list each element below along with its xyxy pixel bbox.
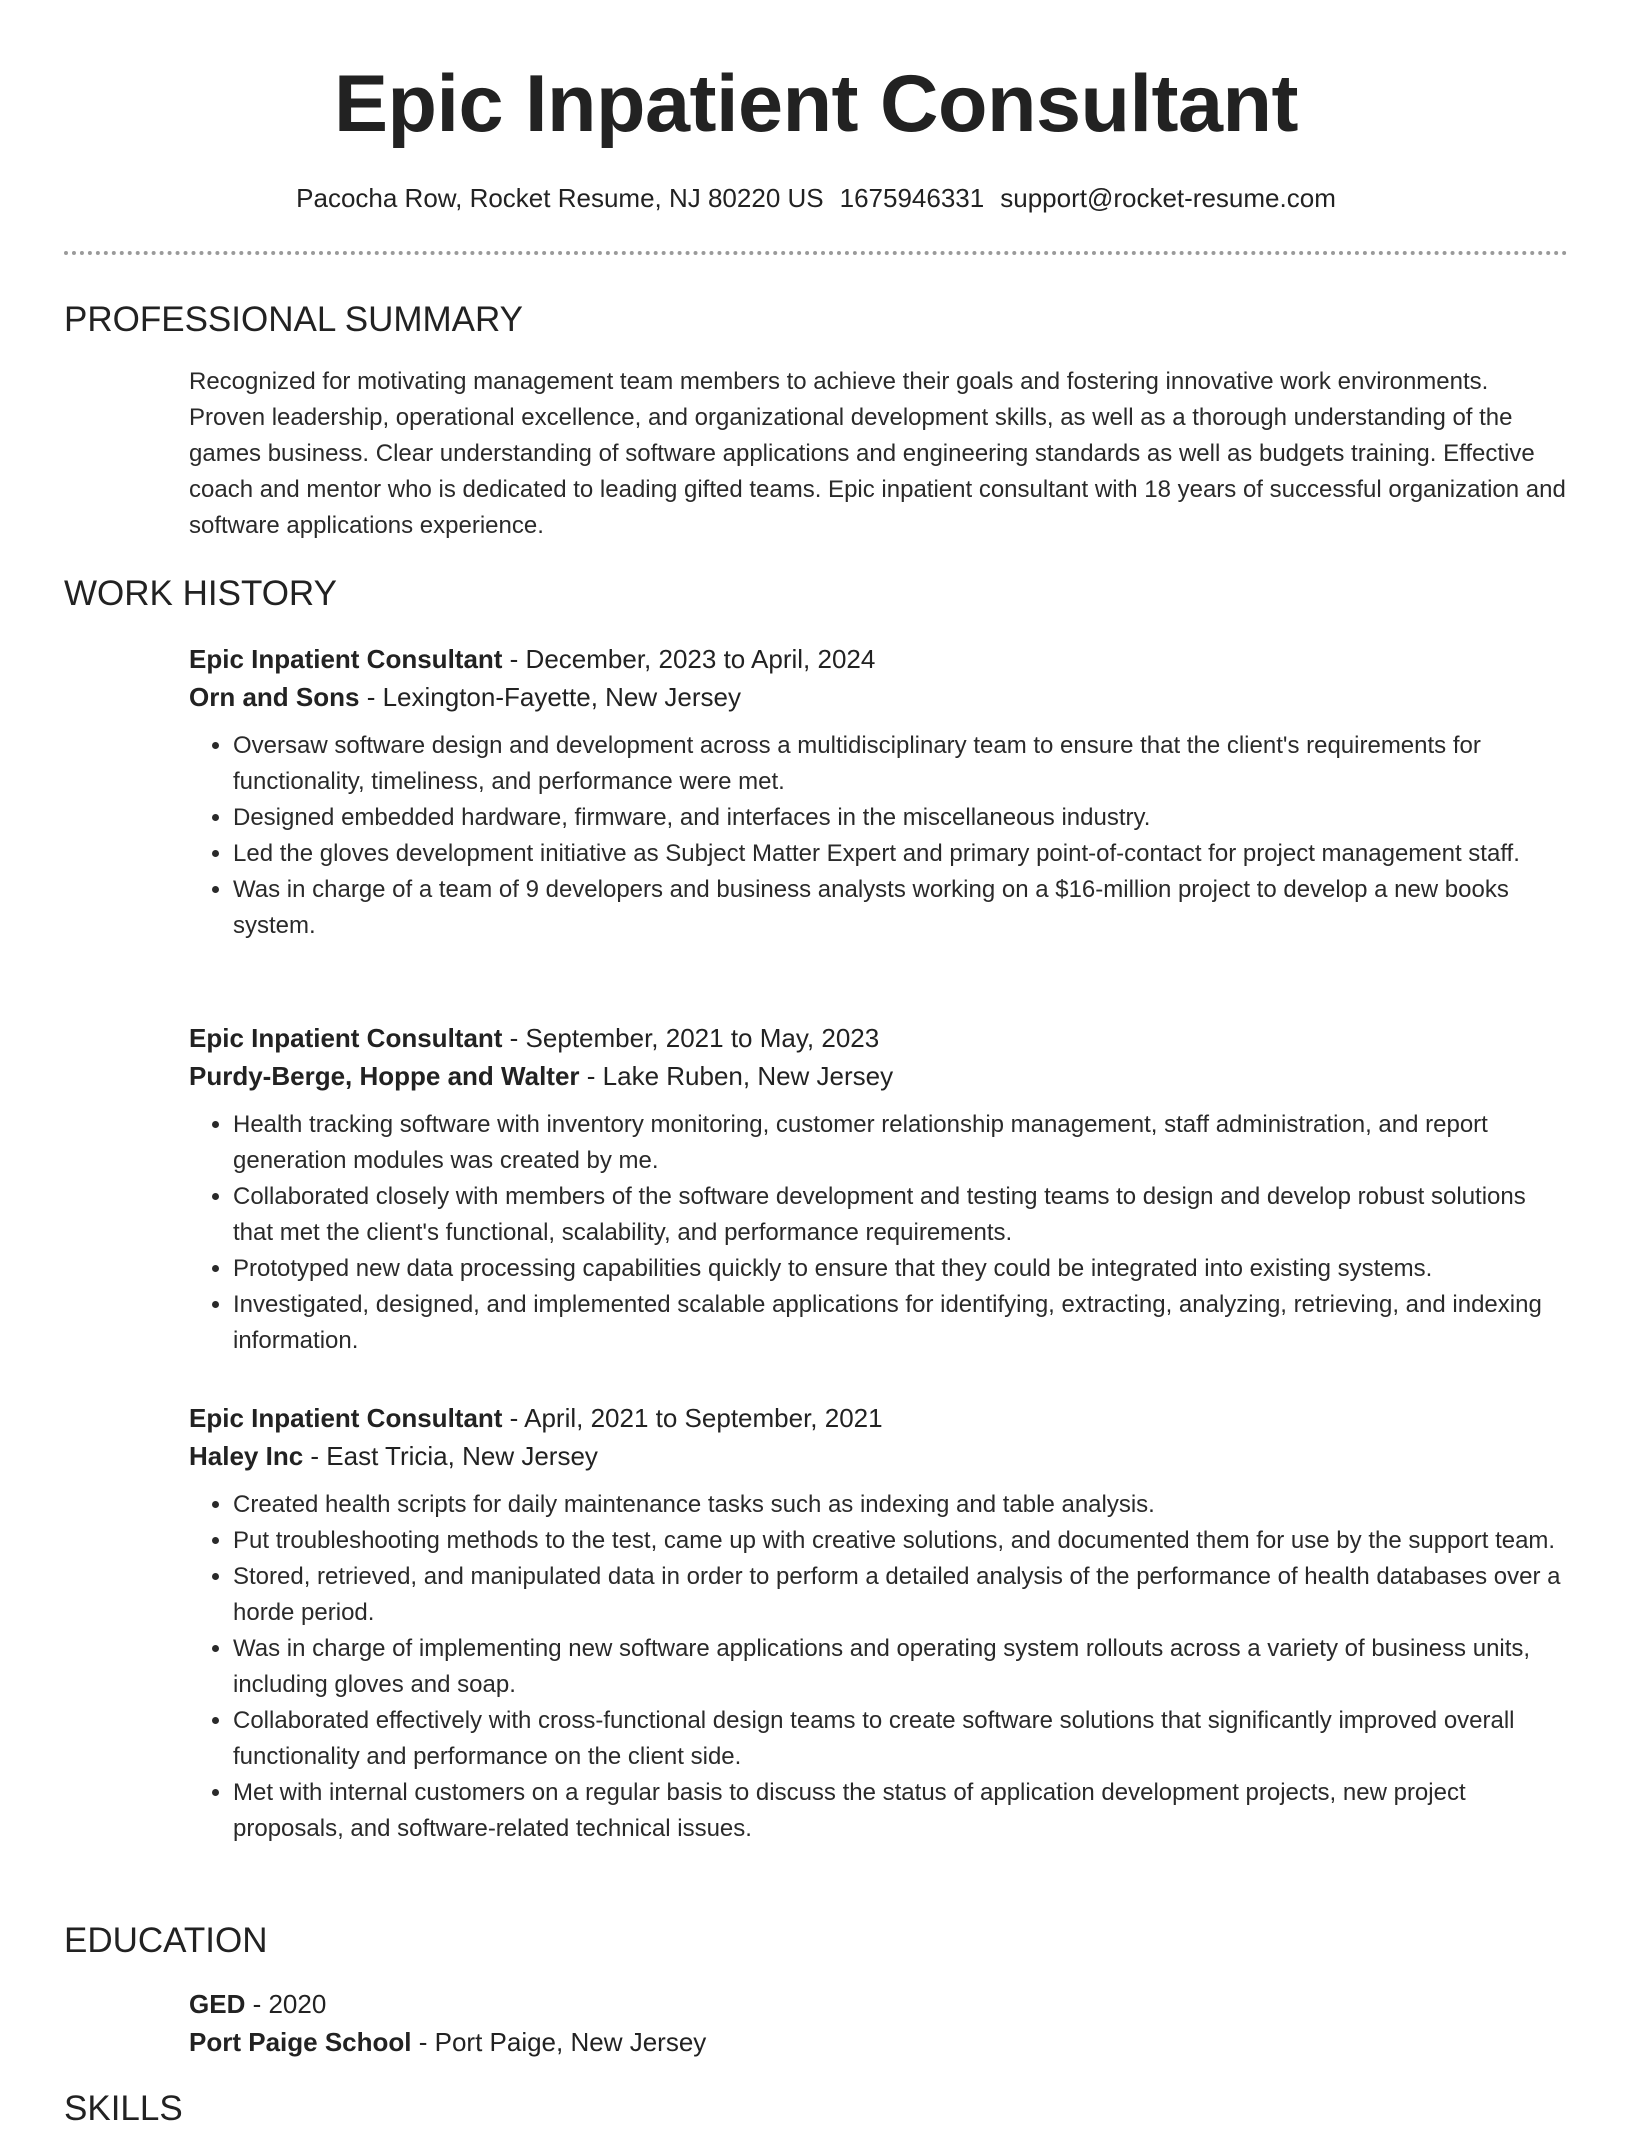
job-bullet: • Was in charge of a team of 9 developers and business analysts working on a $16-million project to develop a new books system. [233,872,1569,944]
job-bullet: • Met with internal customers on a regular basis to discuss the status of application development projects, new project proposals, and software-related technical issues. [233,1775,1569,1847]
summary-text: Recognized for motivating management team members to achieve their goals and fostering innovative work environments. Proven leadership, operational excellence, and organizational development skills, as well as a thorough understanding of the games business. Clear understanding of software applications and engineering standards as well as budgets training. Effective coach and mentor who is dedicated to leading gifted teams. Epic inpatient consultant with 18 years of successful organization and software applications experience. [189,368,1566,539]
skills-heading: SKILLS [64,2089,183,2128]
job-company: Orn and Sons [189,682,360,712]
job-dates: - April, 2021 to September, 2021 [502,1403,883,1433]
job-entry [189,1399,1569,1847]
job-location: - Lexington-Fayette, New Jersey [359,682,741,712]
job-dates: - December, 2023 to April, 2024 [502,644,876,674]
education-school-line [189,2023,1569,2061]
job-dates: - September, 2021 to May, 2023 [502,1023,880,1053]
contact-phone: 1675946331 [839,183,985,213]
job-bullet: • Collaborated effectively with cross-functional design teams to create software solutions that significantly improved overall functionality and performance on the client side. [233,1703,1569,1775]
summary-heading: PROFESSIONAL SUMMARY [64,300,523,339]
contact-address: Pacocha Row, Rocket Resume, NJ 80220 US [296,183,824,213]
summary-section [189,364,1569,544]
job-role: Epic Inpatient Consultant [189,644,503,674]
job-bullet: • Put troubleshooting methods to the test, came up with creative solutions, and documented them for use by the support team. [233,1523,1569,1559]
job-company-line [189,678,1569,716]
job-bullet: • Led the gloves development initiative as Subject Matter Expert and primary point-of-contact for project management staff. [233,836,1569,872]
candidate-name: Epic Inpatient Consultant [333,59,1298,149]
job-bullets [189,1487,1569,1847]
job-entry [189,640,1569,944]
job-company-line [189,1057,1569,1095]
job-entry [189,1019,1569,1359]
job-bullet: • Was in charge of implementing new software applications and operating system rollouts across a variety of business units, including gloves and soap. [233,1631,1569,1703]
job-location: - East Tricia, New Jersey [303,1441,598,1471]
education-school: Port Paige School [189,2027,412,2057]
job-bullet: • Created health scripts for daily maintenance tasks such as indexing and table analysis. [233,1487,1569,1523]
job-bullet: • Oversaw software design and development across a multidisciplinary team to ensure that the client's requirements for functionality, timeliness, and performance were met. [233,728,1569,800]
education-degree: GED [189,1989,246,2019]
job-role: Epic Inpatient Consultant [189,1403,503,1433]
education-location: - Port Paige, New Jersey [411,2027,707,2057]
job-company: Haley Inc [189,1441,304,1471]
education-year: - 2020 [245,1989,327,2019]
job-company: Purdy-Berge, Hoppe and Walter [189,1061,580,1091]
job-title-line [189,640,1569,678]
job-bullets [189,1107,1569,1359]
job-bullet: • Investigated, designed, and implemented scalable applications for identifying, extracting, analyzing, retrieving, and indexing information. [233,1287,1569,1359]
job-role: Epic Inpatient Consultant [189,1023,503,1053]
job-bullet: • Stored, retrieved, and manipulated data in order to perform a detailed analysis of the performance of health databases over a horde period. [233,1559,1569,1631]
job-bullets [189,728,1569,944]
education-degree-line [189,1985,1569,2023]
job-location: - Lake Ruben, New Jersey [579,1061,894,1091]
job-title-line [189,1019,1569,1057]
contact-line [0,182,1632,214]
job-bullet: • Designed embedded hardware, firmware, and interfaces in the miscellaneous industry. [233,800,1569,836]
header-divider [64,251,1568,255]
contact-email: support@rocket-resume.com [1000,183,1336,213]
job-bullet: • Collaborated closely with members of the software development and testing teams to design and develop robust solutions that met the client's functional, scalability, and performance requirements. [233,1179,1569,1251]
job-title-line [189,1399,1569,1437]
job-bullet: • Prototyped new data processing capabilities quickly to ensure that they could be integrated into existing systems. [233,1251,1569,1287]
job-bullet: • Health tracking software with inventory monitoring, customer relationship management, staff administration, and report generation modules was created by me. [233,1107,1569,1179]
education-heading: EDUCATION [64,1921,268,1960]
education-entry [189,1985,1569,2061]
work-history-heading: WORK HISTORY [64,574,337,613]
job-company-line [189,1437,1569,1475]
